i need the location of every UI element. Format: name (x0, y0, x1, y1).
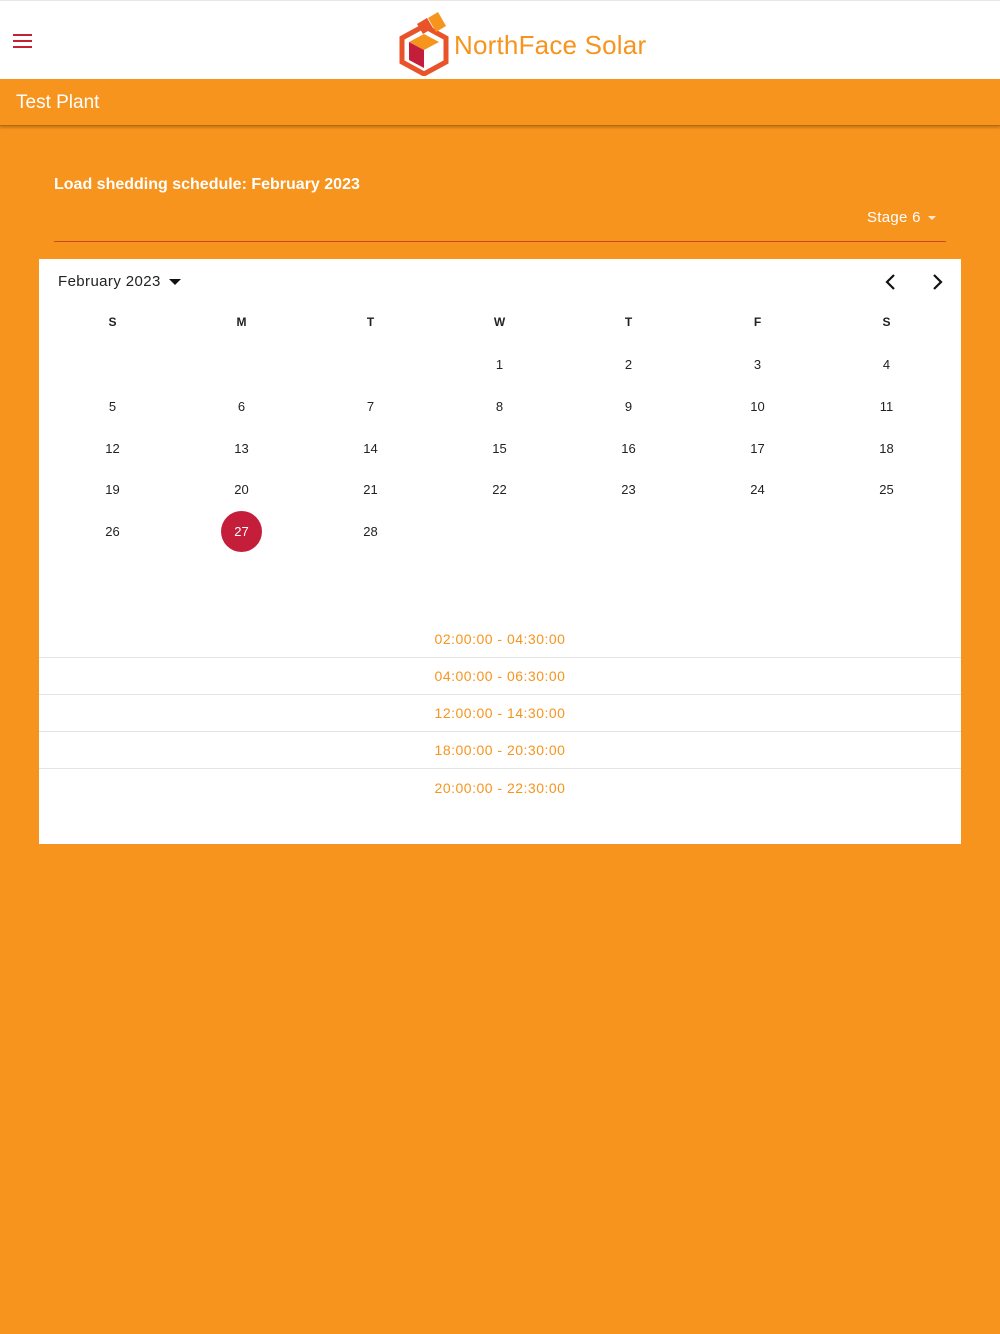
calendar-day[interactable] (48, 511, 177, 553)
chevron-left-icon (879, 270, 903, 294)
weekday-label: T (624, 315, 633, 329)
brand-name: NorthFace Solar (454, 29, 647, 60)
calendar-empty-cell (177, 344, 306, 386)
calendar-day-number: 1 (495, 357, 504, 373)
calendar-day[interactable] (822, 427, 951, 469)
weekday-label: W (493, 315, 506, 329)
calendar-day[interactable] (306, 427, 435, 469)
dropdown-caret-icon (928, 216, 936, 220)
calendar-day-number: 11 (879, 399, 894, 415)
calendar-day-number: 7 (366, 399, 375, 415)
weekday-label: S (882, 315, 891, 329)
calendar-day[interactable] (822, 344, 951, 386)
calendar-day-number: 22 (492, 482, 507, 498)
calendar-day-number: 16 (621, 440, 636, 456)
calendar-day-selected[interactable] (177, 511, 306, 553)
calendar-day[interactable] (822, 469, 951, 511)
weekday-label: M (236, 315, 247, 329)
stage-select-value: Stage 6 (867, 209, 921, 226)
calendar-day[interactable] (177, 386, 306, 428)
calendar-day-number: 6 (237, 399, 246, 415)
calendar-day-number: 19 (105, 482, 120, 498)
stage-select[interactable] (867, 209, 936, 226)
chevron-right-icon (925, 270, 949, 294)
calendar-day[interactable] (177, 427, 306, 469)
calendar-day[interactable] (564, 386, 693, 428)
calendar-day[interactable] (693, 386, 822, 428)
time-slot-item: 18:00:00 - 20:30:00 (39, 732, 961, 769)
schedule-title: Load shedding schedule: February 2023 (54, 176, 360, 193)
calendar-day[interactable] (306, 511, 435, 553)
weekday-label: S (108, 315, 117, 329)
calendar-empty-cell (48, 344, 177, 386)
calendar-day-number: 4 (882, 357, 891, 373)
calendar-day-number: 12 (105, 440, 120, 456)
time-slot-item: 04:00:00 - 06:30:00 (39, 658, 961, 695)
dropdown-arrow-icon (169, 279, 181, 285)
calendar-day-number: 17 (750, 440, 765, 456)
calendar-day-number: 3 (753, 357, 762, 373)
calendar-day-number: 13 (234, 440, 249, 456)
load-shedding-slots-list (39, 621, 961, 806)
calendar-day[interactable] (48, 386, 177, 428)
time-slot-item: 02:00:00 - 04:30:00 (39, 621, 961, 658)
calendar-day[interactable] (306, 469, 435, 511)
calendar-day[interactable] (306, 386, 435, 428)
calendar-day[interactable] (435, 344, 564, 386)
calendar-day[interactable] (693, 469, 822, 511)
calendar-day[interactable] (435, 469, 564, 511)
calendar-day[interactable] (435, 386, 564, 428)
hamburger-menu-icon[interactable] (13, 34, 33, 48)
month-year-selector[interactable] (58, 273, 181, 290)
calendar-day-number: 25 (879, 482, 894, 498)
plant-title: Test Plant (16, 92, 100, 113)
month-year-label: February 2023 (58, 273, 161, 290)
calendar-day[interactable] (693, 427, 822, 469)
calendar-day[interactable] (564, 427, 693, 469)
calendar-day[interactable] (177, 469, 306, 511)
calendar-day-number: 10 (750, 399, 765, 415)
weekday-header (48, 315, 952, 329)
house-hexagon-logo-icon (397, 12, 451, 76)
calendar-day[interactable] (48, 427, 177, 469)
calendar-day[interactable] (48, 469, 177, 511)
stage-select-underline (54, 241, 946, 242)
weekday-label: F (753, 315, 762, 329)
calendar-day-number: 18 (879, 440, 894, 456)
brand-logo (397, 12, 646, 76)
calendar-day-number: 8 (495, 399, 504, 415)
calendar-day-number: 5 (108, 399, 117, 415)
plant-toolbar (0, 79, 1000, 126)
calendar-day-number: 23 (621, 482, 636, 498)
calendar-day-number: 27 (221, 511, 262, 552)
calendar-day[interactable] (435, 427, 564, 469)
calendar-card (39, 259, 961, 844)
calendar-day-number: 15 (492, 440, 507, 456)
time-slot-item: 20:00:00 - 22:30:00 (434, 779, 566, 796)
calendar-day-number: 2 (624, 357, 633, 373)
calendar-day-number: 20 (234, 482, 249, 498)
calendar-days-grid (48, 344, 952, 552)
next-month-button[interactable] (925, 270, 949, 294)
calendar-day-number: 26 (105, 524, 120, 540)
calendar-day[interactable] (693, 344, 822, 386)
time-slot-item: 12:00:00 - 14:30:00 (39, 695, 961, 732)
calendar-day[interactable] (564, 344, 693, 386)
calendar-day-number: 28 (363, 524, 378, 540)
previous-month-button[interactable] (879, 270, 903, 294)
calendar-day-number: 21 (363, 482, 378, 498)
calendar-empty-cell (306, 344, 435, 386)
calendar-day[interactable] (822, 386, 951, 428)
weekday-label: T (366, 315, 375, 329)
calendar-day-number: 14 (363, 440, 378, 456)
calendar-day[interactable] (564, 469, 693, 511)
calendar-day-number: 24 (750, 482, 765, 498)
top-app-bar (0, 0, 1000, 79)
calendar-day-number: 9 (624, 399, 633, 415)
